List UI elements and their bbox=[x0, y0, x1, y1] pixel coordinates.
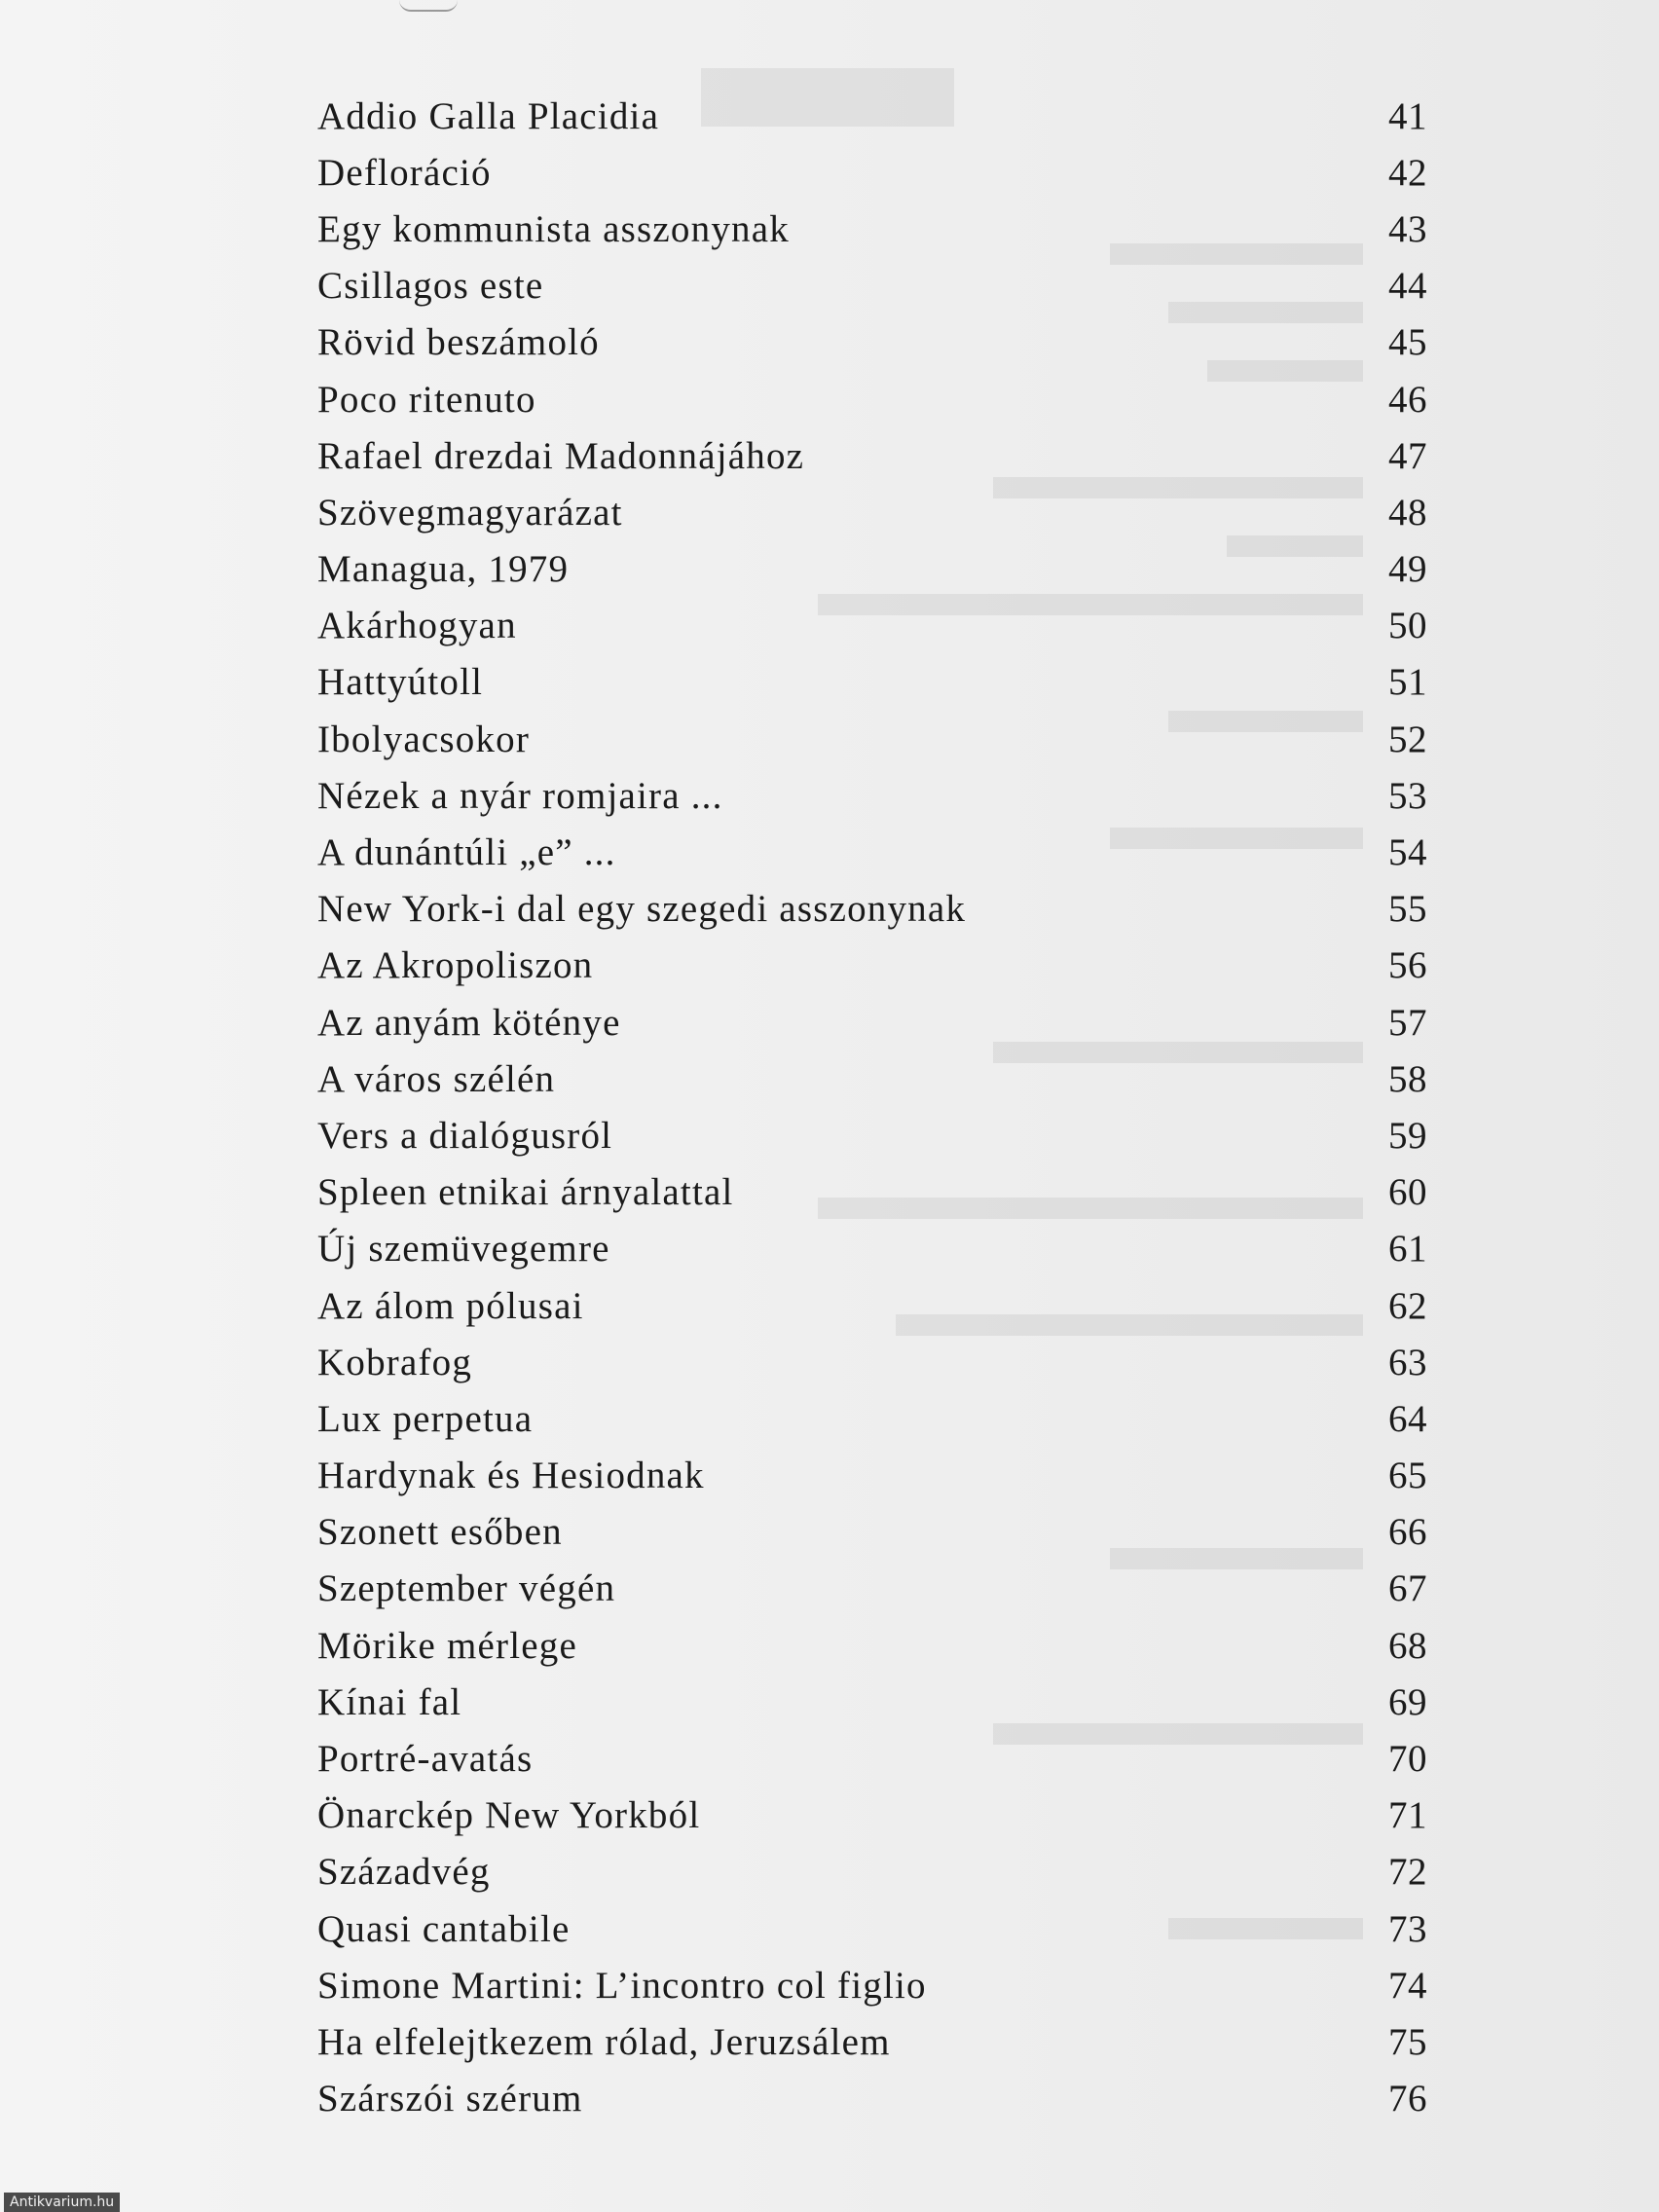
toc-page-number: 52 bbox=[1388, 718, 1427, 760]
toc-title: Az anyám köténye bbox=[317, 1001, 621, 1044]
toc-page-number: 48 bbox=[1388, 491, 1427, 534]
toc-title: Új szemüvegemre bbox=[317, 1228, 610, 1271]
toc-title: Kínai fal bbox=[317, 1680, 462, 1723]
toc-entry bbox=[317, 144, 1427, 201]
toc-entry bbox=[317, 1730, 1427, 1787]
toc-title: Századvég bbox=[317, 1851, 491, 1894]
toc-title: Spleen etnikai árnyalattal bbox=[317, 1171, 734, 1214]
toc-page-number: 63 bbox=[1388, 1341, 1427, 1383]
toc-title: Managua, 1979 bbox=[317, 548, 570, 591]
toc-entry bbox=[317, 88, 1427, 144]
toc-title: Lux perpetua bbox=[317, 1397, 534, 1440]
toc-entry bbox=[317, 1561, 1427, 1617]
toc-title: Szeptember végén bbox=[317, 1567, 616, 1610]
toc-page-number: 50 bbox=[1388, 605, 1427, 647]
toc-page-number: 55 bbox=[1388, 888, 1427, 931]
page-edge-mark bbox=[399, 0, 458, 12]
toc-entry bbox=[317, 314, 1427, 371]
toc-title: Defloráció bbox=[317, 151, 492, 194]
toc-entry bbox=[317, 541, 1427, 598]
toc-entry bbox=[317, 767, 1427, 824]
toc-title: Akárhogyan bbox=[317, 605, 517, 647]
toc-title: Mörike mérlege bbox=[317, 1624, 577, 1667]
toc-entry bbox=[317, 711, 1427, 767]
toc-entry bbox=[317, 994, 1427, 1051]
toc-title: Poco ritenuto bbox=[317, 378, 536, 421]
toc-page-number: 67 bbox=[1388, 1567, 1427, 1610]
toc-title: Rafael drezdai Madonnájához bbox=[317, 434, 805, 477]
toc-page-number: 64 bbox=[1388, 1397, 1427, 1440]
toc-title: Ha elfelejtkezem rólad, Jeruzsálem bbox=[317, 2020, 891, 2063]
toc-entry bbox=[317, 2071, 1427, 2127]
toc-entry bbox=[317, 1390, 1427, 1447]
toc-page-number: 54 bbox=[1388, 831, 1427, 874]
toc-entry bbox=[317, 2013, 1427, 2070]
toc-entry bbox=[317, 1334, 1427, 1390]
toc-page-number: 46 bbox=[1388, 378, 1427, 421]
toc-entry bbox=[317, 1221, 1427, 1277]
toc-page-number: 69 bbox=[1388, 1680, 1427, 1723]
toc-page-number: 58 bbox=[1388, 1057, 1427, 1100]
toc-title: Hardynak és Hesiodnak bbox=[317, 1455, 705, 1497]
toc-title: New York-i dal egy szegedi asszonynak bbox=[317, 888, 967, 931]
toc-entry bbox=[317, 371, 1427, 427]
toc-title: Szövegmagyarázat bbox=[317, 491, 623, 534]
toc-title: Rövid beszámoló bbox=[317, 321, 600, 364]
table-of-contents bbox=[317, 88, 1427, 2127]
toc-title: Egy kommunista asszonynak bbox=[317, 207, 790, 250]
toc-title: Quasi cantabile bbox=[317, 1907, 571, 1950]
toc-entry bbox=[317, 1107, 1427, 1163]
toc-page-number: 60 bbox=[1388, 1171, 1427, 1214]
toc-title: Vers a dialógusról bbox=[317, 1114, 613, 1157]
toc-entry bbox=[317, 598, 1427, 654]
toc-entry bbox=[317, 881, 1427, 938]
toc-page-number: 66 bbox=[1388, 1511, 1427, 1554]
toc-page-number: 49 bbox=[1388, 548, 1427, 591]
toc-title: A dunántúli „e” ... bbox=[317, 831, 616, 874]
toc-title: Addio Galla Placidia bbox=[317, 94, 660, 137]
toc-page-number: 57 bbox=[1388, 1001, 1427, 1044]
toc-entry bbox=[317, 1617, 1427, 1674]
toc-page-number: 65 bbox=[1388, 1455, 1427, 1497]
toc-title: A város szélén bbox=[317, 1057, 556, 1100]
toc-page-number: 72 bbox=[1388, 1851, 1427, 1894]
toc-page-number: 74 bbox=[1388, 1964, 1427, 2007]
toc-title: Nézek a nyár romjaira ... bbox=[317, 774, 723, 817]
toc-entry bbox=[317, 484, 1427, 540]
toc-page-number: 59 bbox=[1388, 1114, 1427, 1157]
toc-page-number: 70 bbox=[1388, 1738, 1427, 1781]
toc-entry bbox=[317, 1788, 1427, 1844]
toc-entry bbox=[317, 427, 1427, 484]
toc-entry bbox=[317, 824, 1427, 880]
toc-entry bbox=[317, 938, 1427, 994]
toc-page-number: 41 bbox=[1388, 94, 1427, 137]
toc-entry bbox=[317, 1957, 1427, 2013]
toc-entry bbox=[317, 1448, 1427, 1504]
toc-page-number: 56 bbox=[1388, 944, 1427, 987]
toc-title: Szonett esőben bbox=[317, 1511, 563, 1554]
toc-entry bbox=[317, 1504, 1427, 1561]
toc-page-number: 51 bbox=[1388, 661, 1427, 704]
toc-page-number: 71 bbox=[1388, 1794, 1427, 1837]
toc-entry bbox=[317, 1844, 1427, 1900]
toc-page-number: 45 bbox=[1388, 321, 1427, 364]
toc-title: Az álom pólusai bbox=[317, 1284, 584, 1327]
toc-entry bbox=[317, 201, 1427, 257]
toc-page-number: 44 bbox=[1388, 265, 1427, 308]
toc-entry bbox=[317, 654, 1427, 711]
toc-page-number: 53 bbox=[1388, 774, 1427, 817]
toc-title: Ibolyacsokor bbox=[317, 718, 531, 760]
toc-title: Szárszói szérum bbox=[317, 2078, 583, 2120]
toc-page-number: 47 bbox=[1388, 434, 1427, 477]
toc-page-number: 43 bbox=[1388, 207, 1427, 250]
toc-title: Simone Martini: L’incontro col figlio bbox=[317, 1964, 927, 2007]
toc-entry bbox=[317, 1164, 1427, 1221]
toc-entry bbox=[317, 1277, 1427, 1334]
toc-title: Csillagos este bbox=[317, 265, 544, 308]
toc-title: Az Akropoliszon bbox=[317, 944, 594, 987]
toc-entry bbox=[317, 1900, 1427, 1957]
toc-title: Portré-avatás bbox=[317, 1738, 534, 1781]
toc-page-number: 76 bbox=[1388, 2078, 1427, 2120]
toc-page-number: 75 bbox=[1388, 2020, 1427, 2063]
toc-page-number: 68 bbox=[1388, 1624, 1427, 1667]
toc-page-number: 42 bbox=[1388, 151, 1427, 194]
toc-title: Kobrafog bbox=[317, 1341, 473, 1383]
toc-title: Hattyútoll bbox=[317, 661, 484, 704]
toc-entry bbox=[317, 258, 1427, 314]
toc-entry bbox=[317, 1051, 1427, 1107]
toc-page-number: 62 bbox=[1388, 1284, 1427, 1327]
watermark: Antikvarium.hu bbox=[4, 2193, 120, 2212]
toc-page-number: 73 bbox=[1388, 1907, 1427, 1950]
toc-page-number: 61 bbox=[1388, 1228, 1427, 1271]
toc-entry bbox=[317, 1674, 1427, 1730]
toc-title: Önarckép New Yorkból bbox=[317, 1794, 701, 1837]
